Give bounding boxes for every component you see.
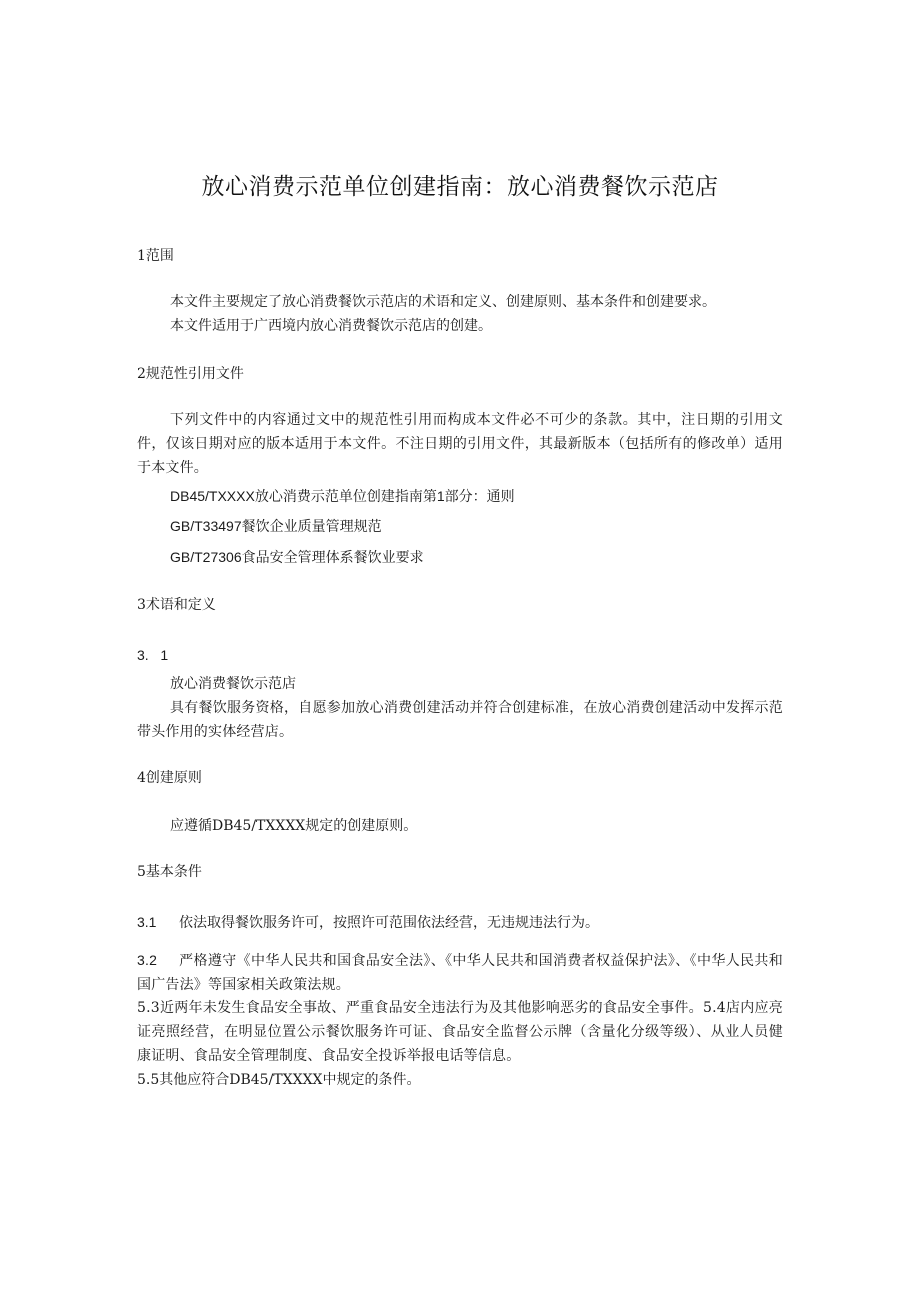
- term-item-number: 3. 1: [137, 647, 169, 663]
- term-name: 放心消费餐饮示范店: [170, 676, 296, 692]
- term-definition: 具有餐饮服务资格，自愿参加放心消费创建活动并符合创建标准，在放心消费创建活动中发挥示范带头作用的实体经营店。: [137, 700, 783, 740]
- condition-1-text: 依法取得餐饮服务许可，按照许可范围依法经营，无违规违法行为。: [179, 915, 599, 931]
- principles-text: 应遵循DB45/TXXXX规定的创建原则。: [170, 818, 418, 834]
- section-heading-terms: 3术语和定义: [137, 597, 216, 613]
- scope-line-1: 本文件主要规定了放心消费餐饮示范店的术语和定义、创建原则、基本条件和创建要求。: [170, 294, 716, 310]
- condition-2-text: 严格遵守《中华人民共和国食品安全法》、《中华人民共和国消费者权益保护法》、《中华人民共和国广告法》等国家相关政策法规。: [137, 953, 783, 993]
- condition-2-number: 3.2: [137, 952, 158, 968]
- scope-line-2: 本文件适用于广西境内放心消费餐饮示范店的创建。: [170, 318, 492, 334]
- document-title: 放心消费示范单位创建指南：放心消费餐饮示范店: [201, 174, 719, 200]
- condition-1: [137, 910, 599, 935]
- normative-ref-1: DB45/TXXXX放心消费示范单位创建指南第1部分：通则: [170, 488, 515, 504]
- section-heading-principles: 4创建原则: [137, 770, 202, 786]
- condition-5: 5.5其他应符合DB45/TXXXX中规定的条件。: [137, 1072, 421, 1088]
- normative-ref-3: GB/T27306食品安全管理体系餐饮业要求: [170, 549, 424, 565]
- normative-intro-paragraph: 下列文件中的内容通过文中的规范性引用而构成本文件必不可少的条款。其中，注日期的引用文件，仅该日期对应的版本适用于本文件。不注日期的引用文件，其最新版本（包括所有的修改单）适用于本文件。: [137, 412, 783, 476]
- section-heading-normative: 2规范性引用文件: [137, 366, 244, 382]
- condition-2: [137, 948, 783, 997]
- condition-3-and-4: 5.3近两年未发生食品安全事故、严重食品安全违法行为及其他影响恶劣的食品安全事件。5.4店内应亮证亮照经营，在明显位置公示餐饮服务许可证、食品安全监督公示牌（含量化分级等级）、从业人员健康证明、食品安全管理制度、食品安全投诉举报电话等信息。: [137, 1000, 783, 1064]
- normative-ref-2: GB/T33497餐饮企业质量管理规范: [170, 518, 382, 534]
- section-heading-scope: 1范围: [137, 248, 174, 264]
- section-heading-conditions: 5基本条件: [137, 864, 202, 880]
- condition-1-number: 3.1: [137, 914, 157, 930]
